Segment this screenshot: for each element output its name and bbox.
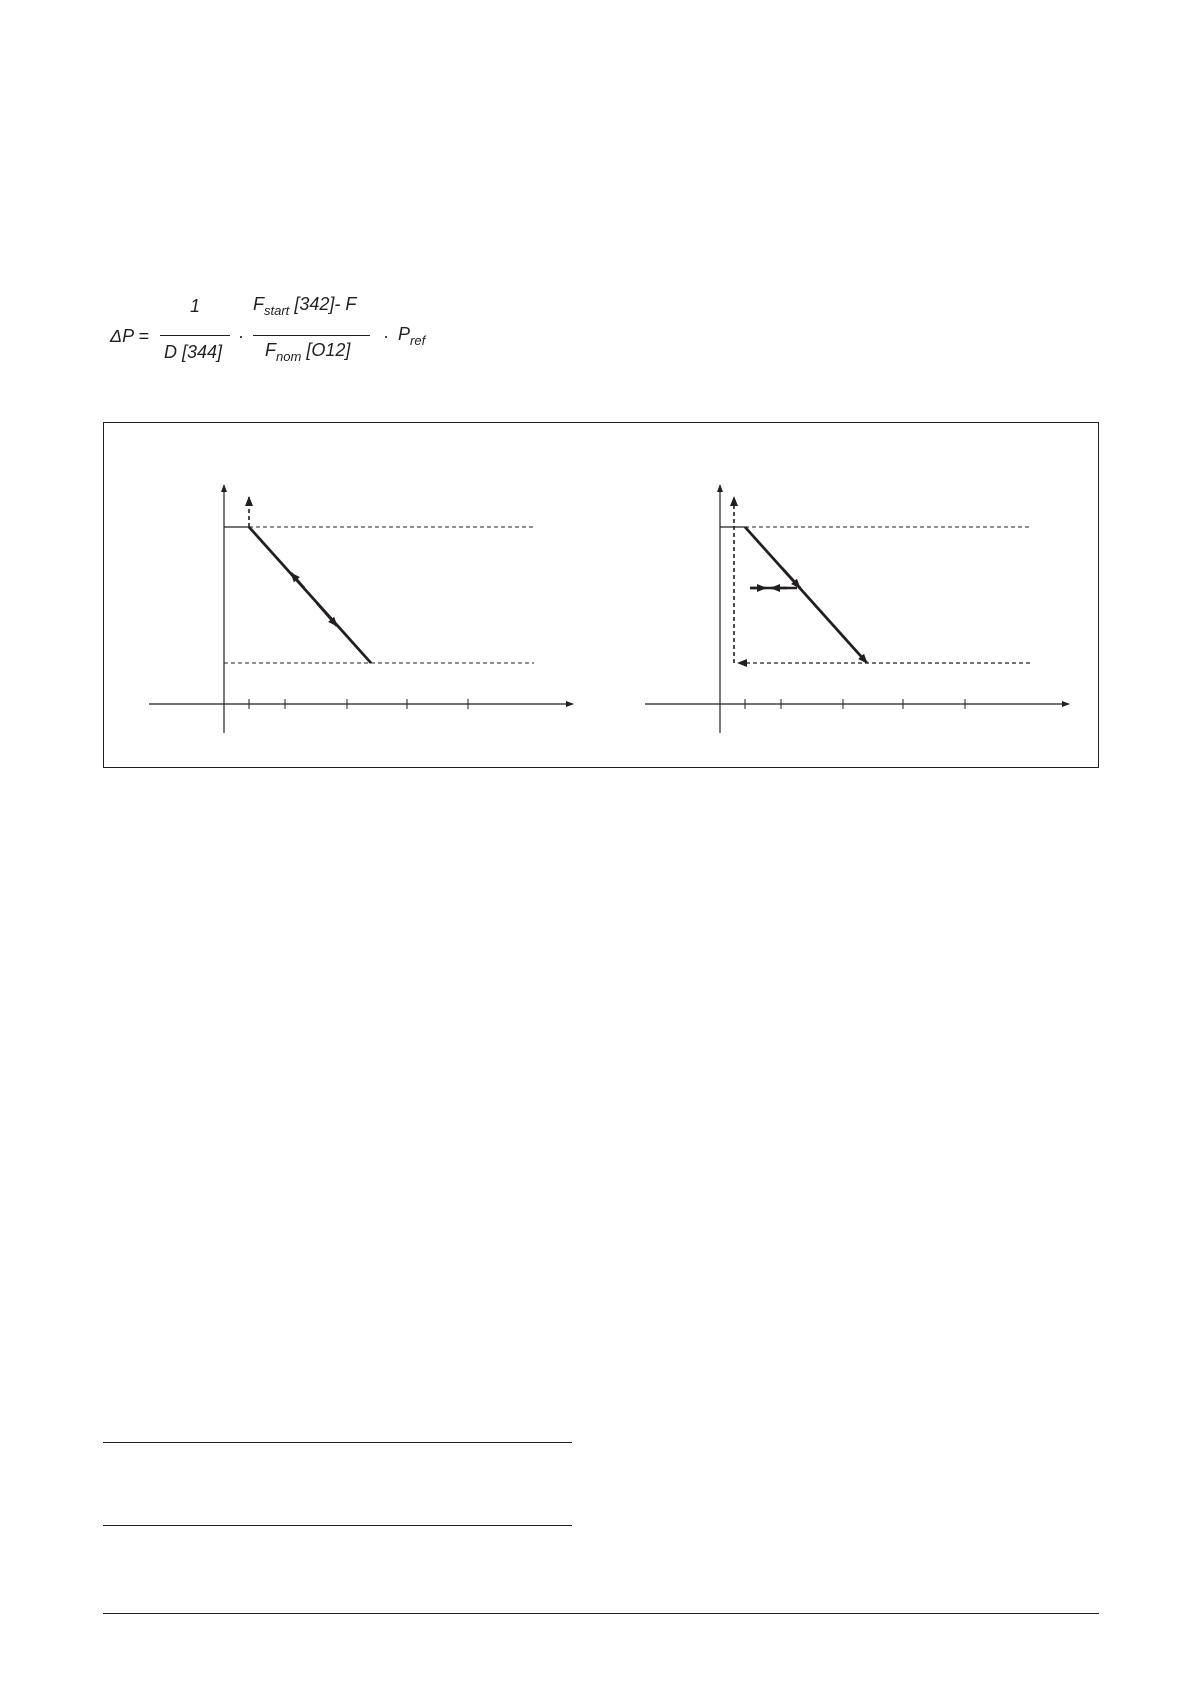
right-mid-arrow [782,568,800,588]
frac1-bar [160,335,230,336]
f-nom-rest: [O12] [306,340,351,360]
p-ref [398,324,426,348]
delta-p-formula [108,294,448,370]
left-diagram [149,485,573,733]
frac2-numerator [253,294,357,318]
left-arrow-down [317,603,337,626]
f-nom-main: F [265,340,276,360]
dot-2: · [383,326,389,346]
frac2-denominator [265,340,351,364]
frac1-denominator: D [344] [164,342,223,362]
frac2-bar [253,335,370,336]
f-start-sub: start [264,303,290,318]
f-start-main: F [253,294,264,314]
dot-1: · [238,326,244,346]
p-ref-sub: ref [410,333,426,348]
left-droop-line [249,527,371,663]
droop-figure-frame [103,422,1099,768]
page-footer-rule [103,1613,1099,1614]
formula-lhs: ΔP = [110,326,149,346]
right-droop-line [745,527,867,663]
frac1-numerator: 1 [190,296,201,316]
footnote-rule-bottom [103,1525,572,1526]
p-ref-main: P [398,324,411,344]
f-start-rest: [342]- F [294,294,357,314]
left-arrow-up [291,573,304,588]
footnote-rule-top [103,1442,572,1443]
right-diagram [645,485,1069,733]
f-nom-sub: nom [276,349,302,364]
droop-diagrams [104,423,1100,769]
